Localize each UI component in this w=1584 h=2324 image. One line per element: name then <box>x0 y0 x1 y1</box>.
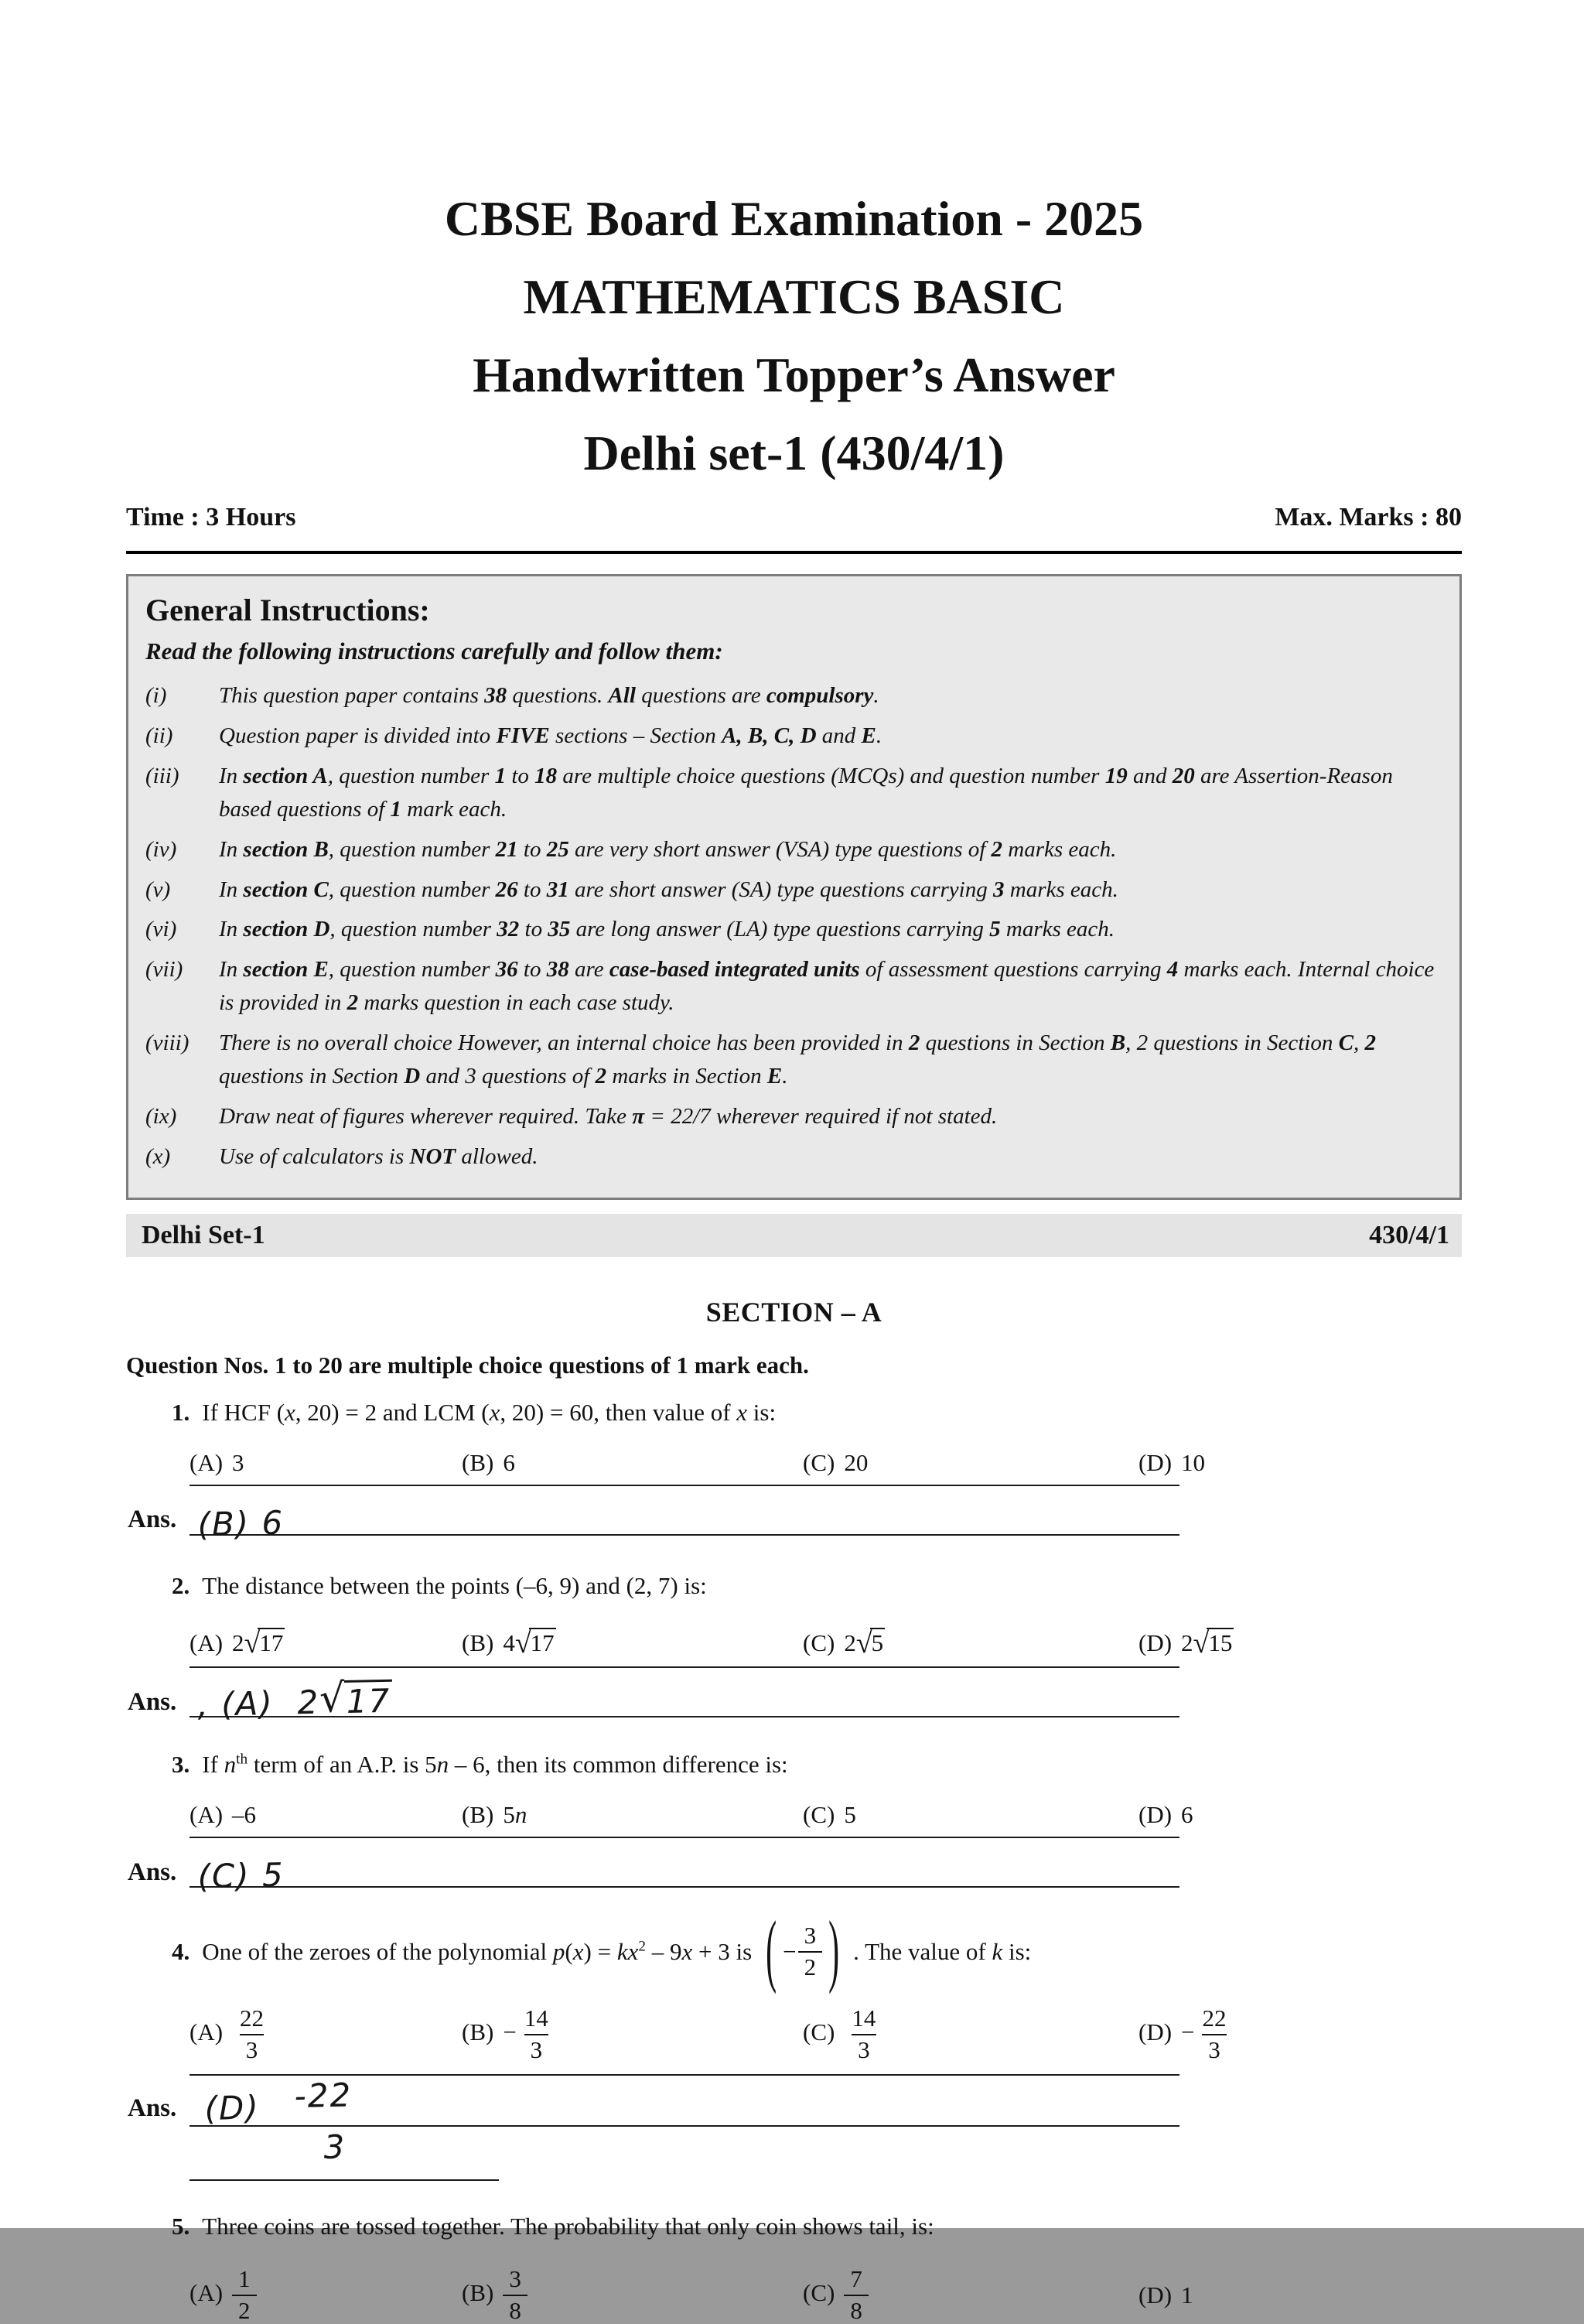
answer-line <box>189 2074 1179 2076</box>
option-label: (B) <box>462 2279 494 2306</box>
answer-line-short <box>189 2179 499 2181</box>
option-value: $\frac{7}{8}$ <box>844 2267 869 2323</box>
instruction-label: (ix) <box>145 1103 177 1129</box>
section-heading: SECTION – A <box>705 1296 882 1328</box>
answer-line <box>189 1837 1179 1838</box>
question-4 <box>126 1906 1462 2189</box>
option-label: (C) <box>803 2279 835 2306</box>
instruction-text: In section A, question number 1 to 18 are multiple choice questions (MCQs) and question number 19 and 20 are Assertion-Reason based questions of 1 mark each. <box>219 763 1393 822</box>
option-value: $\frac{3}{8}$ <box>503 2267 527 2323</box>
q4-option-d: (D) − $\frac{22}{3}$ <box>1138 2006 1462 2063</box>
handwritten-answer: , (A) 2√17 <box>197 1675 392 1724</box>
divider-rule <box>126 551 1462 554</box>
answer-line <box>189 2125 1179 2127</box>
question-text: If $n^{th}$ term of an A.P. is 5n – 6, then its common difference is: <box>202 1751 788 1779</box>
question-stem <box>126 1906 1462 1996</box>
question-number: 4. <box>172 1937 190 1965</box>
instruction-item <box>145 913 1439 946</box>
q4-answer-block <box>126 2075 1462 2190</box>
instruction-text: In section D, question number 32 to 35 are long answer (LA) type questions carrying 5 marks each. <box>219 917 1115 942</box>
option-value: $\frac{1}{2}$ <box>232 2267 257 2323</box>
answer-label: Ans. <box>128 1688 177 1717</box>
instruction-item <box>145 833 1439 866</box>
option-value: 5 <box>844 1801 856 1829</box>
option-label: (C) <box>803 2018 835 2046</box>
radical-icon: √ <box>319 1675 347 1722</box>
band-set-label: Delhi Set-1 <box>142 1220 265 1249</box>
question-text: The distance between the points (–6, 9) and (2, 7) is: <box>202 1571 707 1599</box>
option-value: $\frac{14}{3}$ <box>524 2004 548 2063</box>
option-label: (A) <box>189 1448 224 1476</box>
option-value: 10 <box>1181 1448 1206 1476</box>
option-label: (A) <box>189 2018 224 2046</box>
page-title: CBSE Board Examination - 2025 <box>444 191 1144 246</box>
q1-option-a <box>189 1449 462 1477</box>
instruction-text: In section B, question number 21 to 25 are very short answer (VSA) type questions of 2 marks each. <box>219 836 1117 862</box>
option-label: (D) <box>1138 2281 1173 2309</box>
q4-option-c <box>803 2006 1138 2063</box>
q3-option-a <box>189 1801 462 1829</box>
section-note: Question Nos. 1 to 20 are multiple choice questions of 1 mark each. <box>126 1351 809 1379</box>
question-number: 3. <box>172 1751 190 1779</box>
option-label: (C) <box>803 1448 835 1476</box>
handwritten-numerator: -22 <box>294 2075 353 2115</box>
option-label: (B) <box>462 1801 494 1829</box>
question-stem <box>126 1396 1462 1429</box>
subject-title: MATHEMATICS BASIC <box>523 269 1065 324</box>
instruction-item <box>145 719 1439 753</box>
q4-option-b: (B) − $\frac{14}{3}$ <box>462 2006 803 2063</box>
instruction-text: In section E, question number 36 to 38 are case-based integrated units of assessment questions carrying 4 marks each. Internal choice is provided in 2 marks question in each case study. <box>219 957 1435 1016</box>
left-paren: ( <box>766 1906 777 1996</box>
instruction-text: In section C, question number 26 to 31 are short answer (SA) type questions carrying 3 marks each. <box>219 877 1118 902</box>
option-value: $\frac{14}{3}$ <box>852 2004 876 2063</box>
option-value: 1 <box>1181 2281 1193 2309</box>
answer-line <box>189 1886 1179 1888</box>
paper-type-title: Handwritten Topper’s Answer <box>473 347 1115 402</box>
q5-options <box>126 2267 1462 2323</box>
fraction: ( − $\frac{3}{2}$ ) <box>760 1923 845 1980</box>
question-2 <box>126 1570 1462 1724</box>
question-5 <box>126 2210 1462 2324</box>
instruction-text: Draw neat of figures wherever required. Take π = 22/7 wherever required if not stated. <box>219 1103 998 1129</box>
option-label: (D) <box>1138 1629 1173 1657</box>
band-code-label: 430/4/1 <box>1369 1220 1449 1249</box>
q1-options <box>126 1449 1462 1477</box>
instruction-label: (iii) <box>145 763 179 788</box>
instruction-label: (vii) <box>145 957 183 983</box>
instruction-label: (viii) <box>145 1030 189 1056</box>
question-stem <box>126 2210 1462 2243</box>
question-stem <box>126 1748 1462 1781</box>
option-label: (D) <box>1138 2018 1173 2046</box>
handwritten-denominator: 3 <box>323 2127 346 2166</box>
option-value: 2√15 <box>1181 1627 1233 1660</box>
q1-answer-row <box>126 1489 1462 1543</box>
q2-option-d <box>1138 1625 1462 1659</box>
option-value: 5n <box>503 1801 527 1829</box>
right-paren: ) <box>828 1906 840 1996</box>
q3-option-d <box>1138 1801 1462 1829</box>
time-label: Time : 3 Hours <box>126 503 296 531</box>
q2-answer-row <box>126 1671 1462 1724</box>
instructions-heading: General Instructions: <box>145 593 430 627</box>
question-number: 2. <box>172 1571 190 1599</box>
handwritten-answer: (C) 5 <box>197 1855 285 1896</box>
option-value: 6 <box>1181 1801 1193 1829</box>
question-text: . The value of k is: <box>853 1937 1032 1965</box>
q2-option-b <box>462 1625 803 1659</box>
option-value: 3 <box>232 1448 244 1476</box>
q2-options <box>126 1625 1462 1659</box>
q4-option-a <box>189 2006 462 2063</box>
q5-option-d <box>1138 2281 1462 2309</box>
set-title: Delhi set-1 (430/4/1) <box>583 425 1005 480</box>
option-value: 20 <box>844 1448 869 1476</box>
instruction-label: (vi) <box>145 917 177 942</box>
answer-label: Ans. <box>128 1505 177 1534</box>
general-instructions-box <box>126 574 1462 1200</box>
q3-option-c <box>803 1801 1138 1829</box>
question-number: 5. <box>172 2212 190 2240</box>
instruction-label: (iv) <box>145 836 177 862</box>
option-value: 2√17 <box>232 1627 284 1660</box>
page-content <box>126 0 1462 2323</box>
instruction-item <box>145 1027 1439 1093</box>
option-label: (A) <box>189 1629 224 1657</box>
q3-options <box>126 1801 1462 1829</box>
handwritten-answer: (D) <box>204 2088 261 2127</box>
answer-line <box>189 1666 1179 1668</box>
instruction-item <box>145 760 1439 826</box>
set-band <box>126 1214 1462 1257</box>
option-value: $\frac{22}{3}$ <box>240 2004 265 2063</box>
option-label: (A) <box>189 2279 224 2306</box>
instruction-item <box>145 953 1439 1020</box>
q5-option-b <box>462 2267 803 2323</box>
option-label: (B) <box>462 2018 494 2046</box>
option-value: 4√17 <box>503 1627 555 1660</box>
option-value: 2√5 <box>844 1627 884 1660</box>
q1-option-d <box>1138 1449 1462 1477</box>
answer-line <box>189 1534 1179 1536</box>
radical-icon: √ <box>1193 1627 1210 1660</box>
title-block <box>126 0 1462 492</box>
instruction-item <box>145 873 1439 907</box>
instruction-text: Use of calculators is NOT allowed. <box>219 1143 538 1169</box>
q4-options <box>126 2006 1462 2063</box>
option-value: 6 <box>503 1448 515 1476</box>
instruction-label: (i) <box>145 683 167 708</box>
option-label: (D) <box>1138 1801 1173 1829</box>
option-label: (D) <box>1138 1448 1173 1476</box>
instruction-item <box>145 1100 1439 1133</box>
q2-option-c <box>803 1625 1138 1659</box>
instruction-label: (v) <box>145 877 171 902</box>
handwritten-answer: (B) 6 <box>197 1503 285 1543</box>
max-marks-label: Max. Marks : 80 <box>1275 503 1462 531</box>
instruction-text: Question paper is divided into FIVE sections – Section A, B, C, D and E. <box>219 723 882 748</box>
instruction-text: This question paper contains 38 questions. All questions are compulsory. <box>219 683 879 708</box>
question-text: If HCF (x, 20) = 2 and LCM (x, 20) = 60, then value of x is: <box>202 1398 777 1426</box>
q1-option-b <box>462 1449 803 1477</box>
q3-answer-row <box>126 1841 1462 1896</box>
instructions-subheading: Read the following instructions carefully and follow them: <box>145 637 723 665</box>
option-value: –6 <box>232 1801 257 1829</box>
q3-option-b <box>462 1801 803 1829</box>
answer-label: Ans. <box>128 2093 177 2122</box>
question-text: Three coins are tossed together. The probability that only coin shows tail, is: <box>202 2212 934 2240</box>
instruction-item <box>145 679 1439 713</box>
instruction-label: (x) <box>145 1143 171 1169</box>
q2-option-a <box>189 1625 462 1659</box>
instruction-text: There is no overall choice However, an internal choice has been provided in 2 questions in Section B, 2 questions in Section C, 2 questions in Section D and 3 questions of 2 marks in Section E. <box>219 1030 1376 1089</box>
answer-label: Ans. <box>128 1858 177 1887</box>
instruction-item <box>145 1140 1439 1174</box>
answer-line <box>189 1485 1179 1486</box>
radical-icon: √ <box>514 1627 531 1660</box>
radical-icon: √ <box>244 1627 261 1660</box>
question-number: 1. <box>172 1398 190 1426</box>
option-value: $\frac{22}{3}$ <box>1202 2004 1227 2063</box>
radical-icon: √ <box>855 1627 872 1660</box>
option-label: (B) <box>462 1629 494 1657</box>
q5-option-a <box>189 2267 462 2323</box>
option-label: (A) <box>189 1801 224 1829</box>
option-label: (B) <box>462 1448 494 1476</box>
question-stem <box>126 1570 1462 1602</box>
q5-option-c <box>803 2267 1138 2323</box>
option-label: (C) <box>803 1629 835 1657</box>
instruction-label: (ii) <box>145 723 173 748</box>
question-3 <box>126 1748 1462 1896</box>
question-1 <box>126 1396 1462 1543</box>
option-label: (C) <box>803 1801 835 1829</box>
question-text: One of the zeroes of the polynomial $p(x) = kx^2 - 9x + 3$ is <box>202 1937 753 1965</box>
q1-option-c <box>803 1449 1138 1477</box>
meta-row <box>126 503 1462 532</box>
